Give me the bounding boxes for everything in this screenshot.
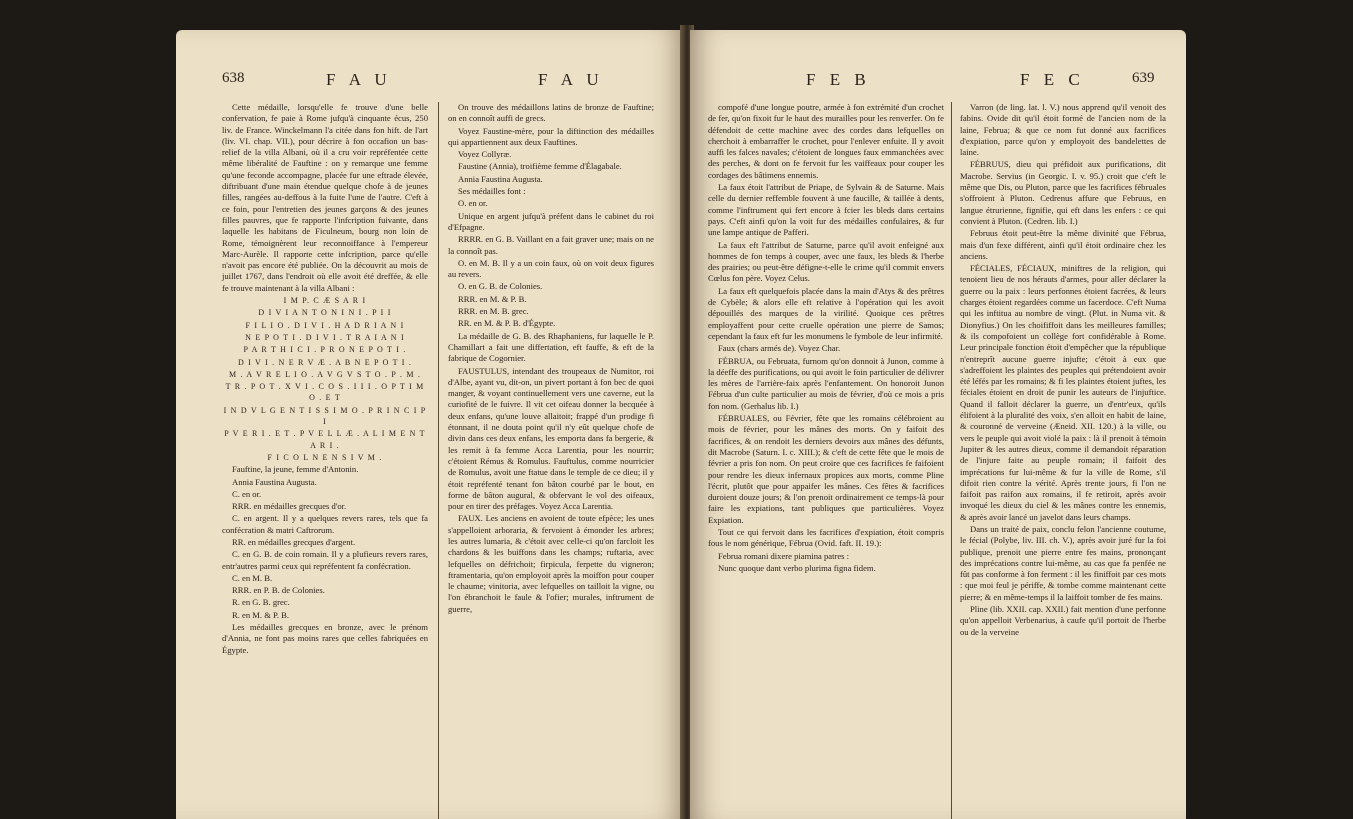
page-number: 639: [1132, 70, 1155, 86]
paragraph: On trouve des médaillons latins de bronze de Fauftine; on en connoît auffi de grecs.: [448, 102, 654, 124]
paragraph: I M P. C Æ S A R I: [283, 296, 367, 306]
paragraph: Varron (de ling. lat. l. V.) nous apprend qu'il venoit des fabins. Ovide dit qu'il étoit formé de l'ancien nom de la laine, Februa; & que ce nom fut donné aux facrifices d'expiation, parce qu'on y employoit des bandelettes de laine.: [960, 102, 1166, 158]
paragraph: N E P O T I . D I V I . T R A I A N I: [245, 332, 405, 342]
paragraph: La médaille de G. B. des Rhaphaniens, fur laquelle le P. Chamillart a fait une differtation, eft fauffe, & eft de la fabrique de Cogornier.: [448, 330, 654, 364]
column-rule: [438, 102, 439, 819]
paragraph: O. en G. B. de Colonies.: [458, 281, 543, 292]
paragraph: FAUSTULUS, intendant des troupeaux de Numitor, roi d'Albe, ayant vu, dit-on, un pivert portant à fon bec de quoi manger, & voyant continuellement vers une caverne, eut la curiofité de le fuivre. Il vit cet oifeau donner la becquée à deux enfans, qu'une louve allaitoit; frappé d'un prodige fi étonnant, il ne douta point qu'il n'y eût quelque chofe de divin dans ces deux enfans, les emporta dans fa bergerie, & les remit à fa femme Acca Larentia, pour les nourrir; c'étoient Rémus & Romulus. Fauftulus, comme nourricier de Romulus, avoit une ftatue dans le temple de ce dieu; il y étoit repréfenté tenant fon bâton courbé par le bout, en forme de bâton augural, & obfervant le vol des oifeaux, pour en tirer des préfages. Voyez Acca Larentia.: [448, 365, 654, 512]
paragraph: O. en or.: [458, 198, 488, 209]
paragraph: Faustine (Annia), troifième femme d'Élagabale.: [458, 161, 622, 172]
running-head-right: F E C: [1020, 70, 1085, 89]
paragraph: Tout ce qui fervoit dans les facrifices d'expiation, étoit compris fous le nom générique, Fébrua (Ovid. faft. II. 19.):: [708, 526, 944, 549]
paragraph: La faux étoit l'attribut de Priape, de Sylvain & de Saturne. Mais celle du dernier reffemble fouvent à une faucille, & taillée à dents, comme l'inftrument qui fert encore à fcier les bleds dans certains pays. C'eft ainfi qu'on la voit fur des médailles confulaires, & fur une lampe antique de Pafferi.: [708, 182, 944, 238]
paragraph: Pline (lib. XXII. cap. XXII.) fait mention d'une perfonne qu'on appelloit Verbenarius, à caufe qu'il portoit de l'herbe ou de la verveine: [960, 604, 1166, 637]
paragraph: RRR. en P. B. de Colonies.: [232, 585, 325, 596]
paragraph: Dans un traité de paix, conclu felon l'ancienne coutume, le fécial (Polybe, liv. III. ch. V.), après avoir juré fur la foi publique, prenoit une pierre entre fes mains, prononçant des imprécations contre lui-même, au cas que fa penfée ne fût pas conforme à fon ferment : il les finiffoit par ces mots : que moi feul je périffe, & tombe comme maintenant cette pierre; & en même-temps il la laiffoit tomber de fes mains.: [960, 523, 1166, 602]
paragraph: Februus étoit peut-être la même divinité que Fébrua, mais d'un fexe différent, ainfi qu'il étoit ordinaire chez les anciens.: [960, 228, 1166, 261]
left-page: [176, 30, 684, 819]
paragraph: Voyez Faustine-mère, pour la diftinction des médailles qui appartiennent aux deux Fauftines.: [448, 125, 654, 147]
paragraph: Nunc quoque dant verbo plurima figna fidem.: [718, 562, 876, 573]
paragraph: compofé d'une longue poutre, armée à fon extrémité d'un crochet de fer, qu'on fixoit fur le haut des murailles pour les renverfer. On fe défendoit de cette machine avec des cordes dans lefquelles on cherchoit à embarraffer le crochet, pour l'enlever enfuite. Il y avoit auffi les falces navales; c'étoient de longues faux emmanchées avec des perches, & dont on fe fervoit fur les vaiffeaux pour couper les cordages des bâtimens ennemis.: [708, 102, 944, 180]
paragraph: Annia Faustina Augusta.: [458, 173, 543, 184]
paragraph: F I C O L N E N S I V M .: [267, 452, 383, 462]
page-number: 638: [222, 70, 245, 86]
text-column-1: [708, 102, 944, 575]
paragraph: La faux eft quelquefois placée dans la main d'Atys & des prêtres de Cybèle; & alors elle eft relative à l'opération qui les avoit dépouillés des marques de la virilité. Quoique ces prêtres employaffent pour cette cruelle opération une pierre de Samos; cependant la faux eft fur les monumens le fymbole de leur infirmité.: [708, 285, 944, 341]
paragraph: C. en G. B. de coin romain. Il y a plufieurs revers rares, entr'autres parmi ceux qui repréfentent fa confécration.: [222, 549, 428, 571]
paragraph: Les médailles grecques en bronze, avec le prénom d'Annia, ne font pas moins rares que celles fabriquées en Égypte.: [222, 622, 428, 655]
column-rule: [951, 102, 952, 819]
paragraph: Fauftine, la jeune, femme d'Antonin.: [232, 464, 359, 475]
paragraph: P V E R I . E T . P V E L L Æ . A L I M E N T A R I .: [224, 429, 426, 450]
paragraph: RRR. en M. B. grec.: [458, 306, 529, 317]
paragraph: D I V I . N E R V Æ . A B N E P O T I .: [237, 357, 413, 367]
running-head-left: F E B: [806, 70, 871, 89]
paragraph: C. en argent. Il y a quelques revers rares, tels que fa confécration & matri Caftrorum.: [222, 513, 428, 535]
paragraph: O. en M. B. Il y a un coin faux, où on voit deux figures au revers.: [448, 257, 654, 280]
paragraph: Faux (chars armés de). Voyez Char.: [718, 343, 841, 354]
paragraph: FÉBRUALES, ou Février, fête que les romains célébroient au mois de février, pour les mânes des morts. On y faifoit des facrifices, & on rendoit les derniers devoirs aux mânes des défunts, dit Macrobe (Saturn. I. c. XIII.); & c'eft de cette fête que le mois de février a pris fon nom. On peut croire que ces facrifices fe faifoient pour rendre les dieux infernaux propices aux morts, comme Pline l'écrit, plutôt que pour appaifer les mânes. Ces fêtes & facrifices duroient douze jours; & l'on prenoit ordinairement ce temps-là pour faire les expiations, tant publiques que particulières. Voyez Expiation.: [708, 413, 944, 525]
paragraph: Cette médaille, lorsqu'elle fe trouve d'une belle confervation, fe paie à Rome jufqu'à cinquante écus, 250 liv. de France. Winckelmann l'a citée dans fon hift. de l'art (liv. VI. chap. VII.), pour décrire à fon occafion un bas-relief de la villa Albani, où il a cru voir repréfentée cette même libéralité de Fauftine : on y remarque une femme qu'une feconde accompagne, placée fur une eftrade élevée, diftribuant d'une main étendue quelque chofe à de jeunes filles, rangées au-deffous à la fuite l'une de l'autre. C'eft à ce foin, pour l'entretien des jeunes garçons & des jeunes filles pauvres, que fe rapporte l'infcription fuivante, dans laquelle les habitans de Ficulneum, bourg non loin de Rome, témoignèrent leur reconnoiffance à l'empereur Marc-Aurèle. Il rapporte cette infcription, parce qu'elle n'avoit pas encore été publiée. On la découvrit au mois de juillet 1767, dans l'endroit où elle avoit été dreffée, & elle fe trouve maintenant à la villa Albani :: [222, 102, 428, 293]
paragraph: M . A V R E L I O . A V G V S T O . P . M .: [228, 369, 422, 379]
paragraph: FÉCIALES, FÉCIAUX, miniftres de la religion, qui tenoient lieu de nos hérauts d'armes, pour aller déclarer la guerre ou la paix : leurs perfonnes étoient facrées, & leurs charges étoient regardées comme un facerdoce. C'eft Numa qui les inftitua au nombre de vingt. (Plut. in Numa vit. & Dionyfius.) On les choififfoit dans les meilleures familles; & ils compofoient un collège fort confidérable à Rome. Leur principale fonction étoit d'empêcher que la république n'entreprît aucune guerre injufte; c'étoit à eux que s'adreffoient les plaintes des peuples qui prétendoient avoir été léfés par les romains; & fi les plaintes étoient juftes, les féciales étoient en droit de punir les auteurs de l'injuftice. Quand il falloit déclarer la guerre, un d'entr'eux, qu'ils élifoient à la pluralité des voix, s'en alloit en habit de laine, & couronné de verveine (Æneid. XII. 120.) à la ville, ou vers le peuple qui avoit violé la paix : là il prenoit à témoin Jupiter & les autres dieux, comme il demandoit réparation de l'injure faite au peuple romain; il faifoit des imprécations fur lui-même & fur la ville de Rome, s'il difoit rien contre la vérité. Après trente jours, fi l'on ne faifoit pas raifon aux romains, il fe retiroit, après avoir invoqué les dieux du ciel & les mânes contre les ennemis, & après avoir lancé un javelot dans leurs champs.: [960, 263, 1166, 522]
paragraph: Februa romani dixere piamina patres :: [718, 550, 850, 561]
right-page: [690, 30, 1186, 819]
paragraph: D I V I A N T O N I N I . P I I: [258, 308, 392, 318]
running-head-left: F A U: [326, 70, 392, 89]
paragraph: RRRR. en G. B. Vaillant en a fait graver une; mais on ne la connoît pas.: [448, 234, 654, 256]
paragraph: C. en M. B.: [232, 572, 273, 583]
paragraph: Unique en argent jufqu'à préfent dans le cabinet du roi d'Efpagne.: [448, 210, 654, 232]
paragraph: Voyez Collyræ.: [458, 149, 512, 160]
paragraph: FÉBRUUS, dieu qui préfidoit aux purifications, dit Macrobe. Servius (in Georgic. I. v. 95.) croit que c'eft le même que Dis, ou Pluton, parce que les facrifices fébruales s'offroient à Pluton. Cedrenus affure que Februus, en langue étrurienne, fignifie, qui eft dans les enfers : ce qui convient à Pluton. (Cedren. lib. I.): [960, 159, 1166, 226]
paragraph: RRR. en M. & P. B.: [458, 293, 527, 304]
paragraph: Annia Faustina Augusta.: [232, 476, 317, 487]
paragraph: FÉBRUA, ou Februata, furnom qu'on donnoit à Junon, comme à la déeffe des purifications, ou qui avoit le foin particulier de délivrer les mères de l'arrière-faix après l'enfantement. On honoroit Junon Fébrua d'un culte particulier au mois de février, d'où ce mois a pris fon nom. (Gerhalus lib. I.): [708, 355, 944, 411]
text-column-2: [960, 102, 1166, 639]
paragraph: P A R T H I C I . P R O N E P O T I .: [243, 345, 407, 355]
paragraph: F I L I O . D I V I . H A D R I A N I: [245, 320, 405, 330]
running-head-right: F A U: [538, 70, 604, 89]
paragraph: La faux eft l'attribut de Saturne, parce qu'il avoit enfeigné aux hommes de fon temps à couper, avec une faux, les bleds & l'herbe des prairies; ou peut-être défigne-t-elle le crime qu'il commit envers Cœlus fon père. Voyez Celus.: [708, 239, 944, 284]
paragraph: R. en M. & P. B.: [232, 609, 290, 620]
text-column-2: [448, 102, 654, 616]
paragraph: FAUX. Les anciens en avoient de toute efpèce; les unes s'appelloient arboraria, & fervoient à émonder les arbres; les autres lumaria, & c'étoit avec celle-ci qu'on farcloit les chardons & les buiffons dans les champs; ruftaria, avec lefquelles on défrichoit; firpicula, ferpette du vigneron; ftramentaria, qu'on employoit après la moiffon pour couper le chaume; vinitoria, avec lefquelles on tailloit la vigne, ou l'on ébranchoit le faule & l'ofier; murales, inftrument de guerre,: [448, 513, 654, 614]
paragraph: T R . P O T . X V I . C O S . I I I . O P T I M O . E T: [225, 382, 425, 403]
paragraph: RRR. en médailles grecques d'or.: [232, 501, 347, 512]
paragraph: R. en G. B. grec.: [232, 597, 290, 608]
paragraph: C. en or.: [232, 488, 262, 499]
paragraph: I N D V L G E N T I S S I M O . P R I N C I P I: [223, 405, 427, 427]
text-column-1: [222, 102, 428, 657]
paragraph: RR. en médailles grecques d'argent.: [232, 536, 356, 547]
paragraph: RR. en M. & P. B. d'Égypte.: [458, 318, 556, 329]
paragraph: Ses médailles font :: [458, 186, 526, 197]
